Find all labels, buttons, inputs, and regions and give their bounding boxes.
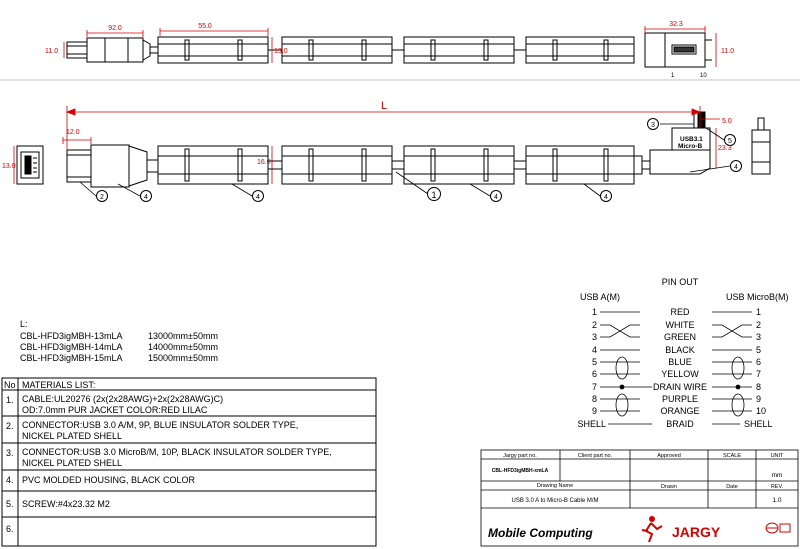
dim-left-plug-height: 13.0 bbox=[2, 163, 16, 170]
callout-leaders bbox=[80, 124, 730, 196]
length-part-14m: CBL-HFD3igMBH-14mLA bbox=[20, 342, 123, 352]
logo-mobile-computing: Mobile Computing bbox=[488, 526, 593, 540]
material-line: SCREW:#4x23.32 M2 bbox=[22, 499, 110, 509]
length-value-13m: 13000mm±50mm bbox=[148, 331, 218, 341]
materials-col-no: No bbox=[4, 380, 16, 390]
runner-icon bbox=[642, 516, 662, 542]
micro-label-microb: Micro-B bbox=[678, 143, 703, 150]
side-view-segment-4 bbox=[526, 146, 634, 184]
tb-rev: 1.0 bbox=[772, 497, 782, 504]
dim-overall-length: L bbox=[380, 100, 388, 112]
dim-micro-height: 23.3 bbox=[718, 145, 732, 152]
pin-left: 1 bbox=[591, 307, 597, 317]
pin-left: 7 bbox=[591, 382, 597, 392]
side-view-cable-2 bbox=[392, 161, 404, 169]
tb-header-date: Date bbox=[726, 484, 738, 490]
length-value-15m: 15000mm±50mm bbox=[148, 353, 218, 363]
lengths-heading: L: bbox=[20, 319, 28, 329]
material-line: PVC MOLDED HOUSING, BLACK COLOR bbox=[22, 475, 196, 485]
overall-length-line bbox=[67, 106, 720, 168]
pin-left: 2 bbox=[591, 320, 597, 330]
pin-left: 8 bbox=[591, 394, 597, 404]
pin-right: 2 bbox=[756, 320, 762, 330]
pin-left: SHELL bbox=[577, 419, 606, 429]
tb-unit: mm bbox=[771, 472, 783, 479]
length-part-15m: CBL-HFD3igMBH-15mLA bbox=[20, 353, 123, 363]
tb-header-approved: Approved bbox=[657, 453, 681, 459]
tb-part-no: CBL-HFD3igMBH-xmLA bbox=[491, 468, 549, 474]
pin-color: PURPLE bbox=[661, 394, 699, 404]
pin-color: WHITE bbox=[665, 320, 695, 330]
side-view-usb-a-front bbox=[14, 146, 43, 184]
tb-drawing-name: USB 3.0 A to Micro-B Cable M/M bbox=[511, 498, 599, 504]
callout-circles bbox=[97, 119, 742, 202]
material-line: NICKEL PLATED SHELL bbox=[22, 458, 123, 468]
micro-label-usb31: USB3.1 bbox=[680, 136, 703, 143]
dim-micro-width: 5.0 bbox=[722, 118, 732, 125]
length-part-13m: CBL-HFD3igMBH-13mLA bbox=[20, 331, 123, 341]
material-no: 6. bbox=[6, 524, 14, 534]
jargy-logo-mark bbox=[766, 523, 790, 533]
pin-color: GREEN bbox=[663, 332, 697, 342]
callout-3: 3 bbox=[651, 122, 655, 129]
top-view-segment-4 bbox=[526, 37, 634, 63]
dim-top-plug: 92.0 bbox=[108, 25, 122, 32]
pin-label-1: 1 bbox=[671, 73, 675, 79]
pinout-title: PIN OUT bbox=[661, 277, 699, 287]
pin-color: BLACK bbox=[665, 345, 695, 355]
callout-4b: 4 bbox=[256, 194, 260, 201]
material-line: NICKEL PLATED SHELL bbox=[22, 431, 123, 441]
dim-right-head: 32.3 bbox=[669, 21, 683, 28]
pin-color: BLUE bbox=[668, 357, 692, 367]
dim-top-segment-height: 13.0 bbox=[274, 48, 288, 55]
side-view-strain-relief bbox=[634, 156, 650, 174]
material-no: 1. bbox=[6, 395, 14, 405]
pin-right: 1 bbox=[756, 307, 762, 317]
pin-color: YELLOW bbox=[661, 369, 699, 379]
pinout-right-header: USB MicroB(M) bbox=[726, 292, 789, 302]
material-no: 2. bbox=[6, 421, 14, 431]
materials-title: MATERIALS LIST: bbox=[22, 380, 96, 390]
top-view-segment-1 bbox=[158, 37, 268, 63]
top-view-usb-a-plug bbox=[67, 38, 158, 62]
callout-4a: 4 bbox=[144, 194, 148, 201]
tb-header-drawing-name: Drawing Name bbox=[536, 483, 574, 489]
callout-1: 1 bbox=[431, 190, 437, 200]
pinout-left-header: USB A(M) bbox=[580, 292, 621, 302]
pin-right: 7 bbox=[756, 369, 762, 379]
pin-color: ORANGE bbox=[660, 406, 700, 416]
side-view-cable-3 bbox=[514, 161, 526, 169]
pin-label-10: 10 bbox=[700, 73, 707, 79]
pin-color: DRAIN WIRE bbox=[653, 382, 707, 392]
pin-right: 9 bbox=[756, 394, 762, 404]
pin-left: 3 bbox=[591, 332, 597, 342]
tb-header-unit: UNIT bbox=[770, 453, 784, 459]
tb-header-drawn: Drawn bbox=[661, 484, 677, 490]
pin-color: RED bbox=[670, 307, 690, 317]
top-view-micro-b-head bbox=[645, 33, 712, 67]
top-view-segment-3 bbox=[404, 37, 514, 63]
material-line: CONNECTOR:USB 3.0 MicroB/M, 10P, BLACK INSULATOR SOLDER TYPE, bbox=[22, 447, 332, 457]
pin-right: 10 bbox=[756, 406, 767, 416]
pin-right: 8 bbox=[756, 382, 762, 392]
pin-color: BRAID bbox=[666, 419, 694, 429]
callout-4d: 4 bbox=[604, 194, 608, 201]
length-value-14m: 14000mm±50mm bbox=[148, 342, 218, 352]
side-view-segment-2 bbox=[282, 146, 392, 184]
side-view-micro-b-end bbox=[752, 118, 770, 174]
material-line: CABLE:UL20276 (2x(2x28AWG)+2x(2x28AWG)C) bbox=[22, 394, 224, 404]
material-no: 5. bbox=[6, 499, 14, 509]
pin-left: 5 bbox=[591, 357, 597, 367]
tb-header-rev: REV. bbox=[770, 484, 784, 490]
dim-top-plug-height: 11.0 bbox=[45, 48, 59, 55]
pin-right: 6 bbox=[756, 357, 762, 367]
side-view-segment-1 bbox=[158, 146, 272, 184]
side-view-usb-a-plug bbox=[63, 137, 158, 187]
pin-right: 5 bbox=[756, 345, 762, 355]
callout-4c: 4 bbox=[494, 194, 498, 201]
tb-header-part-no: Jargy part no. bbox=[503, 453, 537, 459]
pin-left: 4 bbox=[591, 345, 597, 355]
material-line: CONNECTOR:USB 3.0 A/M, 9P, BLUE INSULATOR SOLDER TYPE, bbox=[22, 420, 299, 430]
callout-2: 2 bbox=[100, 194, 104, 201]
material-no: 3. bbox=[6, 448, 14, 458]
top-dimension-lines bbox=[64, 26, 716, 67]
materials-rows bbox=[6, 394, 332, 534]
callout-4e: 4 bbox=[734, 164, 738, 171]
material-line: OD:7.0mm PUR JACKET COLOR:RED LILAC bbox=[22, 405, 208, 415]
dim-segment-height: 16.0 bbox=[257, 159, 271, 166]
dim-left-plug: 12.0 bbox=[66, 129, 80, 136]
side-view-segment-3 bbox=[404, 146, 514, 184]
dim-right-head-height: 11.0 bbox=[721, 48, 735, 55]
material-no: 4. bbox=[6, 475, 14, 485]
pin-left: 9 bbox=[591, 406, 597, 416]
tb-header-scale: SCALE bbox=[722, 453, 742, 459]
logo-jargy: JARGY bbox=[672, 524, 721, 540]
callout-5: 5 bbox=[728, 138, 732, 145]
tb-header-client: Client part no. bbox=[577, 453, 613, 459]
top-view-segment-2 bbox=[282, 37, 392, 63]
pin-left: 6 bbox=[591, 369, 597, 379]
dim-top-segment: 55.0 bbox=[198, 23, 212, 30]
pin-right: SHELL bbox=[744, 419, 773, 429]
pin-right: 3 bbox=[756, 332, 762, 342]
